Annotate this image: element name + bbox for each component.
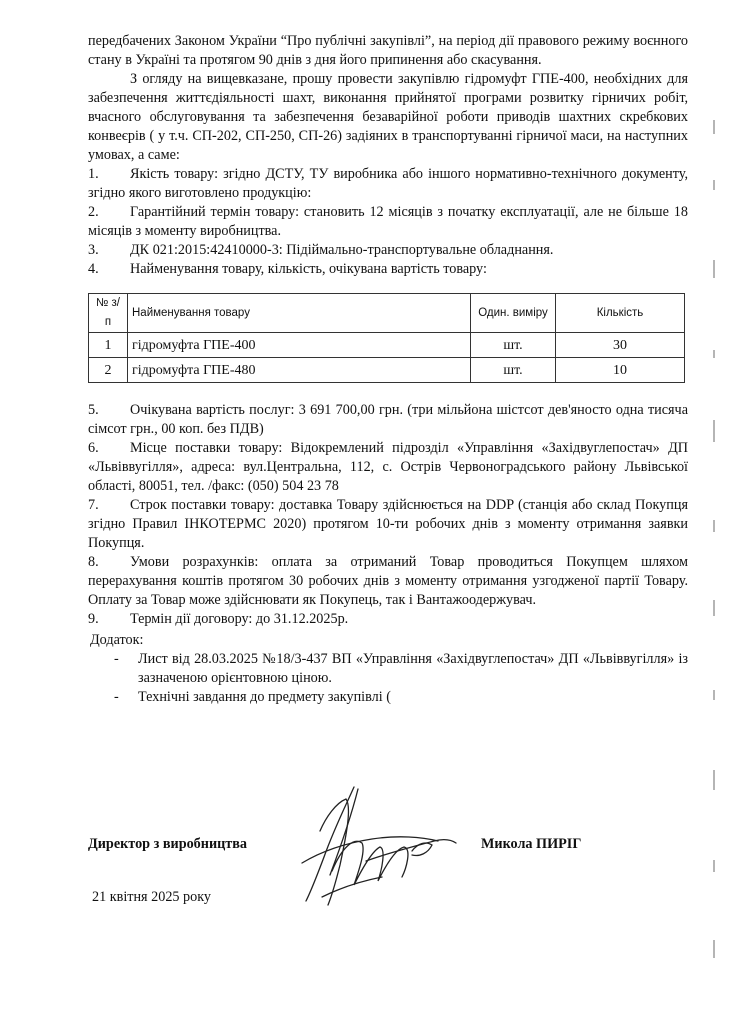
paragraph-request: З огляду на вищевказане, прошу провести закупівлю гідромуфт ГПЕ-400, необхідних для забезпечення життєдіяльності шахт, виконання прийнятої програми розвитку гірничих робіт, вчасного обслуговування та забезпечення безаварійної роботи приводів шахтних скребкових конвеєрів ( у т.ч. СП-202, СП-250, СП-26) задіяних в транспортуванні гірничої маси, на наступних умовах, а саме: (88, 71, 688, 163)
condition-item-1: 1. Якість товару: згідно ДСТУ, ТУ виробника або іншого нормативно-технічного документу, згідно якого виготовлено продукцію: (88, 166, 688, 201)
row-num: 1 (89, 333, 128, 358)
attachment-item: - Технічні завдання до предмету закупівлі ( (114, 689, 391, 705)
row-qty: 30 (556, 333, 685, 358)
condition-item-5: 5. Очікувана вартість послуг: 3 691 700,00 грн. (три мільйона шістсот дев'яносто одна тисяча сімсот грн., 00 коп. без ПДВ) (88, 402, 688, 437)
row-qty: 10 (556, 358, 685, 383)
signature-block (88, 835, 688, 854)
header-num: № з/п (89, 294, 128, 333)
table-header-row (89, 294, 685, 333)
header-unit: Один. виміру (471, 294, 556, 333)
header-name: Найменування товару (128, 294, 471, 333)
attachments-label: Додаток: (90, 632, 144, 648)
condition-item-8: 8. Умови розрахунків: оплата за отриманий Товар проводиться Покупцем шляхом перерахування коштів протягом 30 робочих днів з моменту отримання узгодженої партії Товару. Оплату за Товар може здійснювати як Покупець, так і Вантажоодержувач. (88, 554, 688, 608)
goods-table (88, 293, 685, 383)
conditions-list-bottom (88, 401, 688, 629)
row-num: 2 (89, 358, 128, 383)
condition-item-7: 7. Строк поставки товару: доставка Товару здійснюється на DDP (станція або склад Покупця згідно Правил ІНКОТЕРМС 2020) протягом 10-ти робочих днів з моменту отримання заявки Покупця. (88, 497, 688, 551)
row-name: гідромуфта ГПЕ-480 (128, 358, 471, 383)
attachment-item: - Лист від 28.03.2025 №18/3-437 ВП «Управління «Західвуглепостач» ДП «Львіввугілля» із зазначеною орієнтовною ціною. (114, 651, 688, 686)
conditions-list-top (88, 165, 688, 279)
table-row (89, 358, 685, 383)
row-unit: шт. (471, 333, 556, 358)
document-date: 21 квітня 2025 року (92, 889, 212, 905)
condition-item-9: 9. Термін дії договору: до 31.12.2025р. (88, 611, 349, 627)
condition-item-6: 6. Місце поставки товару: Відокремлений підрозділ «Управління «Західвуглепостач» ДП «Львіввугілля», адреса: вул.Центральна, 112, с. Острів Червоноградського району Львівської області, 80051, тел. /факс: (050) 504 23 78 (88, 440, 688, 494)
header-qty: Кількість (556, 294, 685, 333)
condition-item-4: 4. Найменування товару, кількість, очікувана вартість товару: (88, 261, 487, 277)
condition-item-2: 2. Гарантійний термін товару: становить 12 місяців з початку експлуатації, але не більше 18 місяців з моменту виробництва. (88, 204, 688, 239)
signer-position: Директор з виробництва (88, 836, 248, 852)
condition-item-3: 3. ДК 021:2015:42410000-3: Підіймально-транспортувальне обладнання. (88, 242, 554, 258)
row-unit: шт. (471, 358, 556, 383)
scan-edge-artifact (713, 120, 721, 1000)
signer-name: Микола ПИРІГ (481, 836, 582, 852)
paragraph-intro: передбачених Законом України “Про публічні закупівлі”, на період дії правового режиму воєнного стану в Україні та протягом 90 днів з дня його припинення або скасування. (88, 33, 688, 68)
document-body (88, 32, 688, 707)
row-name: гідромуфта ГПЕ-400 (128, 333, 471, 358)
table-row (89, 333, 685, 358)
